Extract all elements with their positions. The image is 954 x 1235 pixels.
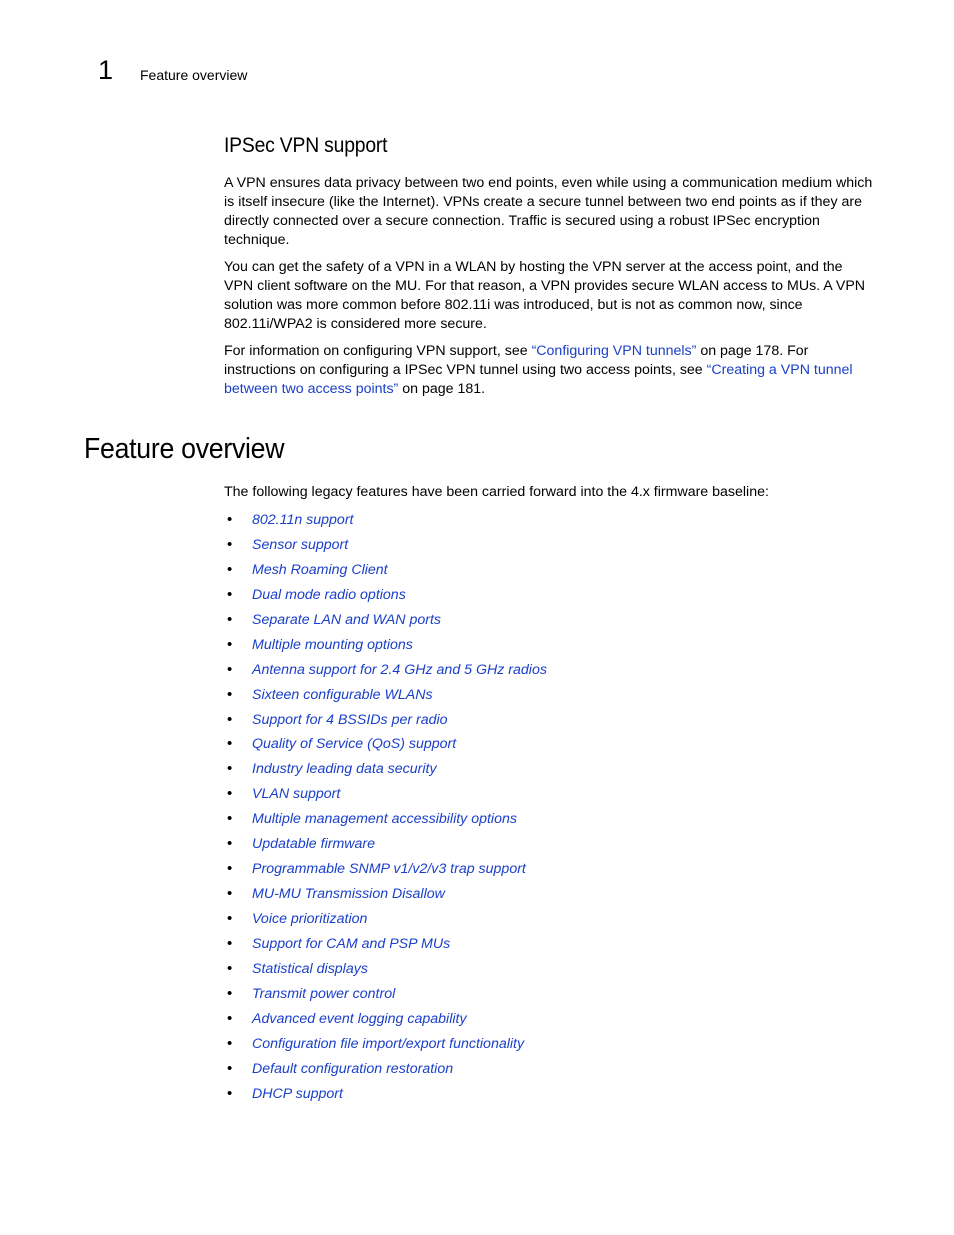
feature-link[interactable]: Statistical displays <box>252 960 368 977</box>
bullet-icon: • <box>227 934 233 952</box>
feature-link[interactable]: Transmit power control <box>252 985 396 1002</box>
list-item <box>224 658 874 683</box>
bullet-icon: • <box>227 610 233 628</box>
feature-link[interactable]: 802.11n support <box>252 512 354 528</box>
list-item <box>224 857 874 882</box>
bullet-icon: • <box>227 1084 233 1102</box>
bullet-icon: • <box>227 511 233 528</box>
list-item <box>224 882 874 907</box>
bullet-icon: • <box>227 835 233 853</box>
ipsec-paragraph-1: A VPN ensures data privacy between two end points, even while using a communication medium which is itself insecure (like the Internet). VPNs create a secure tunnel between two end points as if they are directly connected over a secure connection. Traffic is secured using a robust IPSec encryption technique. <box>224 175 873 248</box>
feature-link[interactable]: Voice prioritization <box>252 911 368 927</box>
feature-link[interactable]: MU-MU Transmission Disallow <box>252 886 445 903</box>
bullet-icon: • <box>227 585 233 603</box>
feature-overview-heading: Feature overview <box>84 433 285 465</box>
ipsec-paragraph-3-text-b: on page 178. For instructions on configuring a IPSec VPN tunnel using two access points, see <box>224 343 809 378</box>
feature-link[interactable]: Programmable SNMP v1/v2/v3 trap support <box>252 861 526 878</box>
bullet-icon: • <box>227 1009 233 1027</box>
feature-link[interactable]: Sensor support <box>252 536 349 553</box>
ipsec-paragraph-3-text-a: For information on configuring VPN support, see <box>224 343 532 359</box>
feature-intro: The following legacy features have been carried forward into the 4.x firmware baseline: <box>224 484 769 500</box>
feature-link[interactable]: Advanced event logging capability <box>252 1010 467 1027</box>
feature-link[interactable]: Dual mode radio options <box>252 586 406 603</box>
list-item <box>224 708 874 733</box>
list-item <box>224 782 874 807</box>
bullet-icon: • <box>227 560 233 578</box>
feature-link[interactable]: Separate LAN and WAN ports <box>252 611 442 628</box>
list-item <box>224 732 874 757</box>
list-item <box>224 957 874 982</box>
ipsec-paragraph-2: You can get the safety of a VPN in a WLAN by hosting the VPN server at the access point, and the VPN client software on the MU. For that reason, a VPN provides secure WLAN access to MUs. A VPN solution was more common before 802.11i was introduced, but is not as common now, since 802.11i/WPA2 is considered more secure. <box>224 259 866 332</box>
feature-link[interactable]: DHCP support <box>252 1085 343 1102</box>
list-item <box>224 1082 874 1107</box>
bullet-icon: • <box>227 535 233 553</box>
bullet-icon: • <box>227 810 233 828</box>
list-item <box>224 558 874 583</box>
feature-link[interactable]: Configuration file import/export functionality <box>252 1035 525 1052</box>
ipsec-paragraph-3-text-c: on page 181. <box>398 381 486 397</box>
feature-link[interactable]: Updatable firmware <box>252 836 376 853</box>
ipsec-heading: IPSec VPN support <box>224 134 388 157</box>
configuring-vpn-tunnels-link[interactable]: “Configuring VPN tunnels” <box>531 343 697 359</box>
bullet-icon: • <box>227 710 233 728</box>
feature-link[interactable]: Industry leading data security <box>252 761 437 778</box>
list-item <box>224 932 874 957</box>
feature-link[interactable]: Support for 4 BSSIDs per radio <box>252 711 448 728</box>
list-item <box>224 508 874 533</box>
list-item <box>224 1007 874 1032</box>
running-head: Feature overview <box>140 67 248 83</box>
bullet-icon: • <box>227 760 233 778</box>
bullet-icon: • <box>227 885 233 903</box>
bullet-icon: • <box>227 1034 233 1052</box>
list-item <box>224 1032 874 1057</box>
bullet-icon: • <box>227 984 233 1002</box>
feature-link[interactable]: Default configuration restoration <box>252 1060 454 1077</box>
feature-link[interactable]: VLAN support <box>252 786 341 803</box>
feature-list <box>224 508 874 1107</box>
feature-link[interactable]: Support for CAM and PSP MUs <box>252 935 451 952</box>
chapter-number: 1 <box>98 55 114 85</box>
list-item <box>224 683 874 708</box>
list-item <box>224 633 874 658</box>
feature-link[interactable]: Mesh Roaming Client <box>252 561 388 578</box>
list-item <box>224 907 874 932</box>
bullet-icon: • <box>227 860 233 878</box>
list-item <box>224 832 874 857</box>
list-item <box>224 608 874 633</box>
bullet-icon: • <box>227 735 233 753</box>
bullet-icon: • <box>227 959 233 977</box>
bullet-icon: • <box>227 660 233 678</box>
feature-link[interactable]: Sixteen configurable WLANs <box>252 686 433 703</box>
bullet-icon: • <box>227 685 233 703</box>
ipsec-paragraph-3 <box>224 342 874 399</box>
bullet-icon: • <box>227 910 233 927</box>
bullet-icon: • <box>227 635 233 653</box>
creating-vpn-tunnel-link[interactable]: “Creating a VPN tunnel between two access points” <box>224 362 853 397</box>
feature-link[interactable]: Multiple management accessibility options <box>252 811 517 828</box>
bullet-icon: • <box>227 785 233 803</box>
list-item <box>224 583 874 608</box>
bullet-icon: • <box>227 1059 233 1077</box>
feature-link[interactable]: Antenna support for 2.4 GHz and 5 GHz radios <box>252 661 547 678</box>
feature-link[interactable]: Quality of Service (QoS) support <box>252 736 457 753</box>
list-item <box>224 982 874 1007</box>
list-item <box>224 807 874 832</box>
list-item <box>224 533 874 558</box>
list-item <box>224 1057 874 1082</box>
feature-link[interactable]: Multiple mounting options <box>252 636 413 653</box>
list-item <box>224 757 874 782</box>
